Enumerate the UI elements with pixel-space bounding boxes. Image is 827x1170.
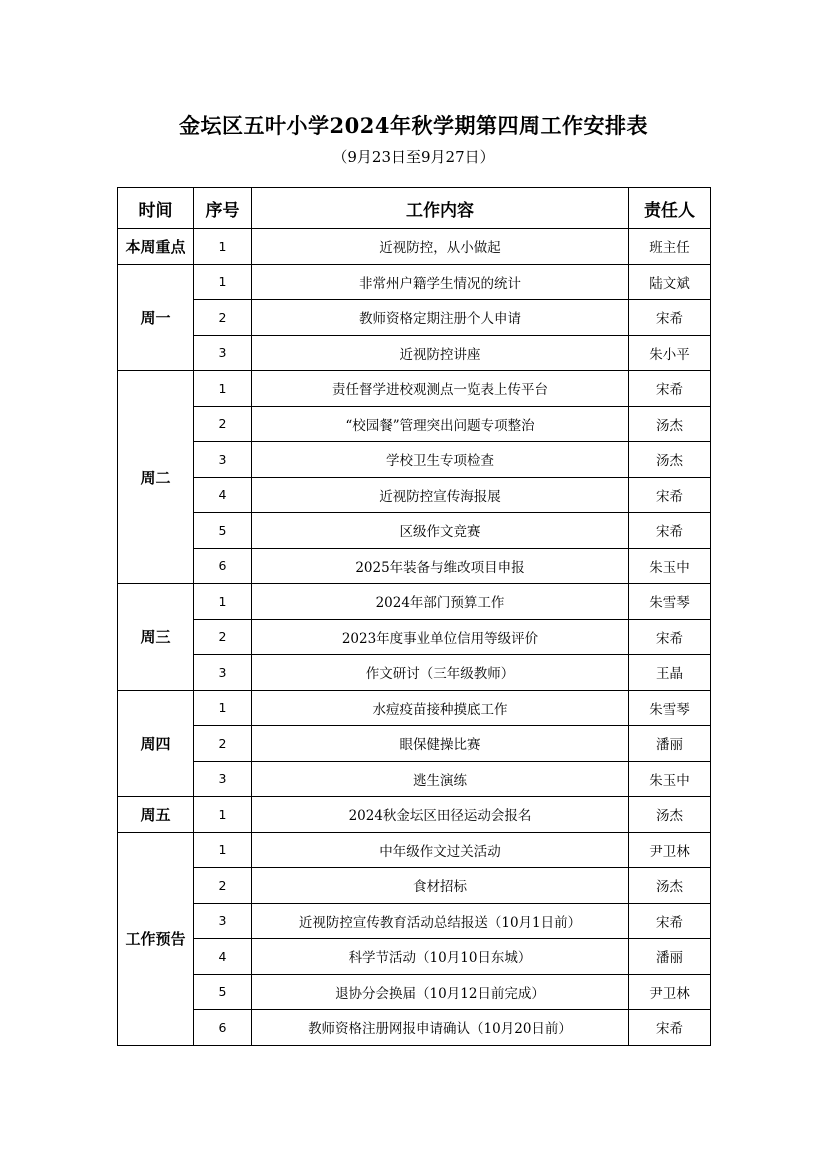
seq-cell: 3 — [194, 335, 252, 371]
table-row — [118, 726, 711, 762]
content-cell: 近视防控讲座 — [252, 335, 629, 371]
seq-cell: 1 — [194, 371, 252, 407]
seq-cell: 1 — [194, 584, 252, 620]
day-cell: 周一 — [118, 264, 194, 371]
seq-cell: 2 — [194, 868, 252, 904]
header-row — [118, 188, 711, 229]
content-cell: 2023年度事业单位信用等级评价 — [252, 619, 629, 655]
content-cell: 逃生演练 — [252, 761, 629, 797]
owner-cell: 班主任 — [629, 229, 711, 265]
owner-cell: 尹卫林 — [629, 974, 711, 1010]
table-row — [118, 974, 711, 1010]
owner-cell: 宋希 — [629, 903, 711, 939]
content-cell: 非常州户籍学生情况的统计 — [252, 264, 629, 300]
owner-cell: 朱玉中 — [629, 548, 711, 584]
owner-cell: 宋希 — [629, 477, 711, 513]
owner-cell: 宋希 — [629, 300, 711, 336]
content-cell: 中年级作文过关活动 — [252, 832, 629, 868]
seq-cell: 4 — [194, 939, 252, 975]
table-row — [118, 264, 711, 300]
owner-cell: 宋希 — [629, 371, 711, 407]
table-row — [118, 690, 711, 726]
day-cell: 周五 — [118, 797, 194, 833]
seq-cell: 6 — [194, 1010, 252, 1046]
seq-cell: 2 — [194, 406, 252, 442]
table-row — [118, 371, 711, 407]
table-row — [118, 939, 711, 975]
day-cell: 周三 — [118, 584, 194, 691]
seq-cell: 1 — [194, 264, 252, 300]
owner-cell: 汤杰 — [629, 406, 711, 442]
seq-cell: 5 — [194, 513, 252, 549]
owner-cell: 王晶 — [629, 655, 711, 691]
column-header-seq: 序号 — [194, 188, 252, 229]
day-cell: 周二 — [118, 371, 194, 584]
content-cell: 近视防控宣传海报展 — [252, 477, 629, 513]
seq-cell: 3 — [194, 761, 252, 797]
page-title: 金坛区五叶小学2024年秋学期第四周工作安排表 — [179, 113, 648, 138]
seq-cell: 6 — [194, 548, 252, 584]
table-row — [118, 584, 711, 620]
table-row — [118, 442, 711, 478]
owner-cell: 朱玉中 — [629, 761, 711, 797]
table-row — [118, 300, 711, 336]
content-cell: 学校卫生专项检查 — [252, 442, 629, 478]
column-header-content: 工作内容 — [252, 188, 629, 229]
content-cell: 食材招标 — [252, 868, 629, 904]
owner-cell: 宋希 — [629, 513, 711, 549]
content-cell: 责任督学进校观测点一览表上传平台 — [252, 371, 629, 407]
seq-cell: 3 — [194, 655, 252, 691]
table-row — [118, 868, 711, 904]
table-row — [118, 797, 711, 833]
owner-cell: 汤杰 — [629, 868, 711, 904]
day-cell: 周四 — [118, 690, 194, 797]
seq-cell: 4 — [194, 477, 252, 513]
owner-cell: 潘丽 — [629, 939, 711, 975]
seq-cell: 1 — [194, 690, 252, 726]
seq-cell: 2 — [194, 726, 252, 762]
table-row — [118, 1010, 711, 1046]
table-row — [118, 903, 711, 939]
content-cell: 2025年装备与维改项目申报 — [252, 548, 629, 584]
table-row — [118, 655, 711, 691]
owner-cell: 尹卫林 — [629, 832, 711, 868]
owner-cell: 宋希 — [629, 1010, 711, 1046]
content-cell: 退协分会换届（10月12日前完成） — [252, 974, 629, 1010]
content-cell: 教师资格定期注册个人申请 — [252, 300, 629, 336]
content-cell: 水痘疫苗接种摸底工作 — [252, 690, 629, 726]
day-cell: 工作预告 — [118, 832, 194, 1045]
seq-cell: 3 — [194, 442, 252, 478]
owner-cell: 汤杰 — [629, 442, 711, 478]
content-cell: 2024秋金坛区田径运动会报名 — [252, 797, 629, 833]
table-row — [118, 406, 711, 442]
owner-cell: 宋希 — [629, 619, 711, 655]
date-range: （9月23日至9月27日） — [332, 148, 495, 166]
owner-cell: 潘丽 — [629, 726, 711, 762]
owner-cell: 朱小平 — [629, 335, 711, 371]
content-cell: 作文研讨（三年级教师） — [252, 655, 629, 691]
seq-cell: 3 — [194, 903, 252, 939]
table-row — [118, 548, 711, 584]
column-header-owner: 责任人 — [629, 188, 711, 229]
table-row — [118, 229, 711, 265]
seq-cell: 1 — [194, 832, 252, 868]
content-cell: 区级作文竞赛 — [252, 513, 629, 549]
content-cell: 近视防控，从小做起 — [252, 229, 629, 265]
owner-cell: 陆文斌 — [629, 264, 711, 300]
content-cell: 近视防控宣传教育活动总结报送（10月1日前） — [252, 903, 629, 939]
table-row — [118, 513, 711, 549]
schedule-table — [117, 187, 711, 1046]
seq-cell: 5 — [194, 974, 252, 1010]
seq-cell: 2 — [194, 619, 252, 655]
table-row — [118, 335, 711, 371]
table-row — [118, 761, 711, 797]
seq-cell: 1 — [194, 797, 252, 833]
day-cell: 本周重点 — [118, 229, 194, 265]
table-row — [118, 477, 711, 513]
table-row — [118, 832, 711, 868]
content-cell: 眼保健操比赛 — [252, 726, 629, 762]
column-header-time: 时间 — [118, 188, 194, 229]
content-cell: 2024年部门预算工作 — [252, 584, 629, 620]
owner-cell: 汤杰 — [629, 797, 711, 833]
owner-cell: 朱雪琴 — [629, 690, 711, 726]
content-cell: “校园餐”管理突出问题专项整治 — [252, 406, 629, 442]
content-cell: 教师资格注册网报申请确认（10月20日前） — [252, 1010, 629, 1046]
owner-cell: 朱雪琴 — [629, 584, 711, 620]
schedule-body — [118, 229, 711, 1046]
content-cell: 科学节活动（10月10日东城） — [252, 939, 629, 975]
seq-cell: 2 — [194, 300, 252, 336]
table-row — [118, 619, 711, 655]
seq-cell: 1 — [194, 229, 252, 265]
